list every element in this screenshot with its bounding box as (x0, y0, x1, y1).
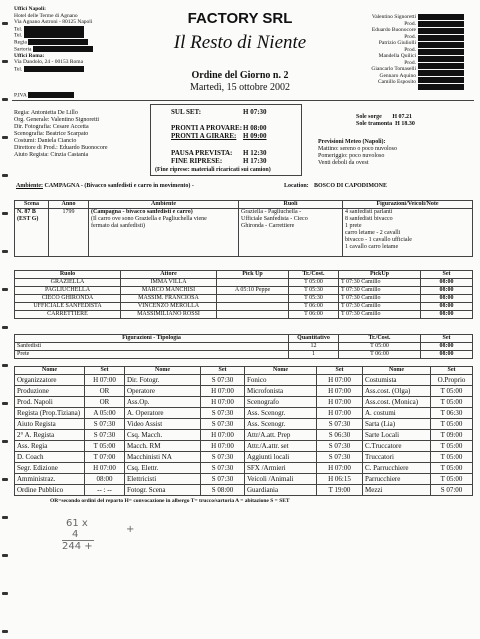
extras-set: 08:00 (421, 351, 473, 359)
crew-call-time: H 07:00 (201, 397, 245, 408)
crew-call-time: A 05:00 (85, 408, 125, 419)
scene-year: 1799 (49, 209, 89, 257)
scene-header: Scena (15, 201, 49, 209)
handwritten-line: 4 (62, 529, 94, 541)
cast-role: PAGLIUCHELLA (15, 287, 121, 295)
piva-label: P.IVA (14, 92, 27, 99)
crew-role: Prod. Napoli (15, 397, 85, 408)
crew-role: Video Assist (125, 419, 201, 430)
table-row (15, 463, 473, 474)
crew-call-time: H 07:00 (317, 397, 363, 408)
crew-role: Macch. RM (125, 441, 201, 452)
crew-call-time: H 06:15 (317, 474, 363, 485)
schedule-note: (Fine riprese: materiali ricaricati sui camion) (155, 167, 271, 173)
office-line: Tel. (14, 32, 23, 39)
crew-role: Ass. Regia (15, 441, 85, 452)
cast-table (14, 270, 473, 319)
cast-header: Pick Up (217, 271, 289, 279)
table-row (15, 295, 473, 303)
crew-role: Ass.Op. (125, 397, 201, 408)
crew-call-time: S 07:30 (201, 375, 245, 386)
divider (12, 100, 474, 101)
cast-header: Tr./Cost. (289, 271, 339, 279)
crew-call-time: T 05:00 (431, 397, 473, 408)
table-row (15, 430, 473, 441)
crew-role: Ordine Pubblico (15, 485, 85, 496)
cast-pickup2: T 07:30 Camillo (339, 287, 421, 295)
table-row (15, 303, 473, 311)
crew-call-time: T 05:00 (431, 419, 473, 430)
office-info (14, 6, 144, 72)
cast-set: 08:00 (421, 287, 473, 295)
company-name: FACTORY SRL (187, 10, 293, 27)
extras-qty: 1 (289, 351, 339, 359)
production-contacts (310, 14, 416, 86)
handwritten-line: 244 + (62, 541, 93, 552)
ambiente-label: Ambiente: (16, 183, 43, 189)
crew-rows (15, 375, 473, 496)
extras-qty: 12 (289, 343, 339, 351)
extras-type: Sanfedisti (15, 343, 289, 351)
table-row (15, 485, 473, 496)
extras-trcost: T 05:00 (339, 343, 421, 351)
role-text: Graziella - Pagliuchella - (241, 209, 302, 215)
office-line: Tel. (14, 25, 23, 32)
crew-role: Attr/A.att. Prep (245, 430, 317, 441)
crew-header: Nome (125, 367, 201, 375)
crew-role: Produzione (15, 386, 85, 397)
crew-role: Aiuto Regista (15, 419, 85, 430)
table-row (15, 311, 473, 319)
crew-line: Scenografia: Beatrice Scarpato (14, 131, 89, 137)
crew-line: Org. Generale: Valentino Signoretti (14, 117, 100, 123)
cast-trcost: T 05:00 (289, 279, 339, 287)
extras-table (14, 334, 473, 359)
cast-trcost: T 06:00 (289, 303, 339, 311)
crew-line: Aiuto Regista: Cinzia Castania (14, 152, 89, 158)
crew-header: Set (85, 367, 125, 375)
office-line: Tel. (14, 65, 23, 72)
date: Martedì, 15 ottobre 2002 (190, 82, 290, 93)
crew-role: A. Operatore (125, 408, 201, 419)
crew-call-time: H 07:00 (317, 375, 363, 386)
redacted-block (28, 39, 88, 45)
crew-call-time: S 07:30 (85, 430, 125, 441)
crew-call-time: S 07:30 (201, 474, 245, 485)
crew-call-time: S 07:30 (317, 452, 363, 463)
cast-role: CARRETTIERE (15, 311, 121, 319)
office-line: Uffici Napoli: (14, 6, 46, 12)
office-line: Sartoria (14, 46, 32, 53)
schedule-time: H 09:00 (243, 132, 267, 140)
sunset-label: Sole tramonta (356, 121, 393, 127)
ambiente-value: CAMPAGNA - (Bivacco sanfedisti e carro in movimento) - (44, 183, 194, 189)
location-label: Location: (284, 183, 309, 189)
crew-call-time: -- : -- (85, 485, 125, 496)
crew-role: Ass.cost. (Olga) (363, 386, 431, 397)
crew-call-time: OR (85, 386, 125, 397)
sun-times (356, 114, 466, 128)
table-row (15, 474, 473, 485)
crew-role: Sarte Locali (363, 430, 431, 441)
contact-line: Patrizio Giuliolli (378, 40, 416, 46)
cast-pickup (217, 311, 289, 319)
cast-actor: MARCO MANCHISI (121, 287, 217, 295)
scene-number-cell (15, 209, 49, 257)
extras-set: 08:00 (421, 343, 473, 351)
crew-call-time: T 05:00 (431, 452, 473, 463)
table-row (15, 419, 473, 430)
crew-role: C.Truccatore (363, 441, 431, 452)
crew-role: D. Coach (15, 452, 85, 463)
handwritten-note (62, 518, 122, 552)
redacted-block (24, 26, 84, 32)
weather-line: Pomeriggio: poco nuvoloso (318, 153, 385, 159)
crew-call-time: T 05:00 (431, 474, 473, 485)
extras-header: Tr./Cost. (339, 335, 421, 343)
scene-notes-cell (343, 209, 473, 257)
office-line: Via Agnano Astroni - 80125 Napoli (14, 19, 93, 25)
crew-role: Regista (Prop.Tiziana) (15, 408, 85, 419)
cast-set: 08:00 (421, 311, 473, 319)
cast-actor: IMMA VILLA (121, 279, 217, 287)
extras-title: Figurazioni - Tipologia (15, 335, 289, 343)
crew-call-time: H 07:00 (85, 463, 125, 474)
crew-role: Sarta (Lia) (363, 419, 431, 430)
cast-role: CIECO GHIRONDA (15, 295, 121, 303)
crew-call-time: OR (85, 397, 125, 408)
crew-role: Operatore (125, 386, 201, 397)
cast-set: 08:00 (421, 279, 473, 287)
cast-header: Attore (121, 271, 217, 279)
role-text: Ufficiale Sanfedista - Cieco (241, 216, 308, 222)
crew-header: Set (431, 367, 473, 375)
crew-role: C. Parrucchiere (363, 463, 431, 474)
table-row (15, 441, 473, 452)
extras-header: Quantitativo (289, 335, 339, 343)
table-row (15, 386, 473, 397)
cast-header: Set (421, 271, 473, 279)
crew-call-time: H 07:00 (317, 463, 363, 474)
cast-actor: MASSIM. FRANCIOSA (121, 295, 217, 303)
cast-pickup: A 05:10 Peppe (217, 287, 289, 295)
redacted-block (24, 66, 84, 72)
crew-call-time: H 07:00 (201, 386, 245, 397)
contact-line: Camillo Esposito (377, 79, 416, 85)
crew-call-time: T 05:00 (431, 441, 473, 452)
crew-role: Scenografo (245, 397, 317, 408)
cast-pickup2: T 07:30 Camillo (339, 295, 421, 303)
sunrise-time: H 07.21 (392, 114, 412, 120)
crew-role: Ass. Scenogr. (245, 419, 317, 430)
table-row (15, 343, 473, 351)
crew-call-time: T 09:00 (431, 430, 473, 441)
location-value: BOSCO DI CAPODIMONE (314, 183, 388, 189)
crew-line: Costumi: Daniela Ciancio (14, 138, 77, 144)
crew-role: Ass. Scenogr. (245, 408, 317, 419)
cast-role: GRAZIELLA (15, 279, 121, 287)
crew-role: Mezzi (363, 485, 431, 496)
crew-role: SFX /Armieri (245, 463, 317, 474)
crew-line: Regia: Antonietta De Lillo (14, 110, 78, 116)
schedule-label: PRONTI A GIRARE: (171, 132, 237, 140)
crew-role: Parrucchiere (363, 474, 431, 485)
crew-call-time: S 07:30 (201, 463, 245, 474)
schedule-time: H 12:30 (243, 149, 267, 157)
crew-call-time: T 07:00 (85, 452, 125, 463)
contact-line: Mandella Quilici (378, 53, 416, 59)
crew-role: Attr./A.attr. set (245, 441, 317, 452)
schedule-label: SUL SET: (171, 108, 202, 116)
crew-role: Dir. Fotogr. (125, 375, 201, 386)
crew-header: Set (317, 367, 363, 375)
crew-call-time: T 05:00 (431, 463, 473, 474)
crew-header: Nome (363, 367, 431, 375)
crew-call-time: S 07:30 (201, 452, 245, 463)
scene-roles-cell (239, 209, 343, 257)
roles-header: Ruoli (239, 201, 343, 209)
schedule-time: H 08:00 (243, 124, 267, 132)
weather-line: Venti deboli da ovest (318, 160, 369, 166)
crew-role: Guardiania (245, 485, 317, 496)
crew-call-time: S 07:00 (431, 485, 473, 496)
note-text: bivacco - 1 cavallo ufficiale (345, 237, 412, 243)
contact-line: Gennaro Aquino (379, 72, 416, 79)
crew-call-time: S 07:30 (317, 441, 363, 452)
crew-call-time: H 07:00 (317, 386, 363, 397)
crew-role: Csq. Elettr. (125, 463, 201, 474)
crew-call-time: T 06:30 (431, 408, 473, 419)
crew-call-time: T 05:00 (431, 386, 473, 397)
cast-set: 08:00 (421, 295, 473, 303)
table-row (15, 408, 473, 419)
crew-role: Macchinisti NA (125, 452, 201, 463)
contact-line: Prod. (404, 33, 416, 40)
crew-header: Nome (15, 367, 85, 375)
cast-pickup (217, 279, 289, 287)
crew-role: A. costumi (363, 408, 431, 419)
contact-line: Giancarlo Tomaselli (371, 66, 416, 72)
contact-line: Prod. (404, 59, 416, 66)
cast-pickup (217, 303, 289, 311)
table-row (15, 452, 473, 463)
crew-line: Dir. Fotografia: Cesare Accetta (14, 124, 89, 130)
year-header: Anno (49, 201, 89, 209)
schedule-label: PRONTI A PROVARE: (171, 124, 243, 132)
office-line: Hotel delle Terme di Agnano (14, 12, 78, 19)
crew-role: Segr. Edizione (15, 463, 85, 474)
crew-header: Set (201, 367, 245, 375)
weather-forecast (318, 139, 468, 167)
crew-role: Organizzatore (15, 375, 85, 386)
cast-set: 08:00 (421, 303, 473, 311)
ambiente-line (16, 183, 472, 190)
sunrise-label: Sole sorge (356, 114, 382, 120)
cast-trcost: T 05:30 (289, 295, 339, 303)
crew-call-time: O.Proprio (431, 375, 473, 386)
cast-trcost: T 06:00 (289, 311, 339, 319)
ambiente-text: (Campagna - bivacco sanfedisti e carro) (91, 209, 193, 215)
legend: OR=secondo ordini del reparto H= convocazione in albergo T= trucco/sartoria A = abitazione S = SET (50, 498, 290, 504)
crew-call-time: T 05:00 (85, 441, 125, 452)
note-text: 1 cavallo carro letame (345, 244, 399, 250)
schedule-box (150, 104, 302, 176)
cast-header: Ruolo (15, 271, 121, 279)
contact-line: Prod. (404, 46, 416, 53)
redacted-block (28, 92, 74, 98)
table-row (15, 397, 473, 408)
crew-role: Ass.cost. (Monica) (363, 397, 431, 408)
sunset-time: H 18.30 (395, 121, 415, 127)
weather-line: Mattino: sereno o poco nuvoloso (318, 146, 397, 152)
cast-trcost: T 05:30 (289, 287, 339, 295)
role-text: Ghironda - Carrettiere (241, 223, 295, 229)
film-title: Il Resto di Niente (173, 32, 307, 53)
ambiente-header: Ambiente (89, 201, 239, 209)
scene-table (14, 200, 473, 257)
note-text: 8 sanfedisti bivacco (345, 216, 393, 222)
weather-title: Previsioni Meteo (Napoli): (318, 139, 386, 145)
crew-call-time: S 07:30 (85, 419, 125, 430)
cast-pickup (217, 295, 289, 303)
scene-ambiente-cell (89, 209, 239, 257)
redacted-block (33, 46, 93, 52)
crew-role: Costumista (363, 375, 431, 386)
crew-call-time: T 19:00 (317, 485, 363, 496)
schedule-label: FINE RIPRESE: (171, 157, 223, 165)
contact-line: Eduardo Buonocore (371, 27, 416, 33)
crew-call-time: H 07:00 (201, 441, 245, 452)
contact-line: Prod. (404, 20, 416, 27)
office-line: Regia (14, 39, 27, 46)
crew-role: Csq. Macch. (125, 430, 201, 441)
crew-call-time: S 07:30 (317, 419, 363, 430)
note-text: carro letame - 2 cavalli (345, 230, 401, 236)
crew-call-time: H 07:00 (85, 375, 125, 386)
redacted-block (24, 32, 84, 38)
crew-list (14, 110, 154, 159)
schedule-time: H 07:30 (243, 108, 267, 116)
table-row (15, 375, 473, 386)
contact-line: Valentino Signoretti (371, 14, 416, 20)
office-line: Uffici Roma: (14, 52, 45, 59)
scene-number: N. 87 B (17, 209, 36, 215)
table-row (15, 287, 473, 295)
crew-role: Fonico (245, 375, 317, 386)
crew-call-time: H 07:00 (317, 408, 363, 419)
cast-header: PickUp (339, 271, 421, 279)
crew-line: Direttore di Prod.: Eduardo Buonocore (14, 145, 108, 151)
crew-role: Truccatori (363, 452, 431, 463)
crew-call-time: 08:00 (85, 474, 125, 485)
ambiente-text: fermato dai sanfedisti) (91, 223, 145, 229)
crew-call-table (14, 366, 473, 496)
crew-call-time: S 07:30 (201, 408, 245, 419)
crew-call-time: H 07:00 (201, 430, 245, 441)
ambiente-text: (Il carro ove sono Graziella e Pagliuchella viene (91, 216, 207, 222)
note-text: 1 prete (345, 223, 362, 229)
crew-role: Amministraz. (15, 474, 85, 485)
extras-trcost: T 06:00 (339, 351, 421, 359)
cast-pickup2: T 07:30 Camillo (339, 279, 421, 287)
cast-actor: MASSIMILIANO ROSSI (121, 311, 217, 319)
notes-header: Figurazioni/Veicoli/Note (343, 201, 473, 209)
piva-line (14, 92, 74, 99)
crew-role: 2° A. Regista (15, 430, 85, 441)
binder-holes (2, 0, 10, 639)
office-line: Via Dandolo, 24 - 00153 Roma (14, 59, 84, 66)
schedule-time: H 17:30 (243, 157, 267, 165)
crew-role: Veicoli /Animali (245, 474, 317, 485)
cast-pickup2: T 07:30 Camillo (339, 303, 421, 311)
crew-call-time: S 07:30 (201, 419, 245, 430)
handwritten-plus: + (126, 524, 135, 535)
crew-role: Aggiunti locali (245, 452, 317, 463)
scene-type: (EST G) (17, 216, 39, 222)
crew-role: Fotogr. Scena (125, 485, 201, 496)
note-text: 4 sanfedisti parlanti (345, 209, 393, 215)
cast-actor: VINCENZO MEROLLA (121, 303, 217, 311)
cast-role: UFFICIALE SANFEDISTA (15, 303, 121, 311)
order-title: Ordine del Giorno n. 2 (191, 70, 289, 81)
table-row (15, 279, 473, 287)
redacted-phones (418, 14, 464, 91)
cast-pickup2: T 07:30 Camillo (339, 311, 421, 319)
crew-call-time: S 08:00 (201, 485, 245, 496)
crew-call-time: S 06:30 (317, 430, 363, 441)
table-row (15, 351, 473, 359)
crew-role: Elettricisti (125, 474, 201, 485)
extras-type: Prete (15, 351, 289, 359)
schedule-label: PAUSA PREVISTA: (171, 149, 233, 157)
crew-role: Microfonista (245, 386, 317, 397)
crew-header: Nome (245, 367, 317, 375)
handwritten-line: 61 x (66, 518, 88, 529)
extras-header: Set (421, 335, 473, 343)
